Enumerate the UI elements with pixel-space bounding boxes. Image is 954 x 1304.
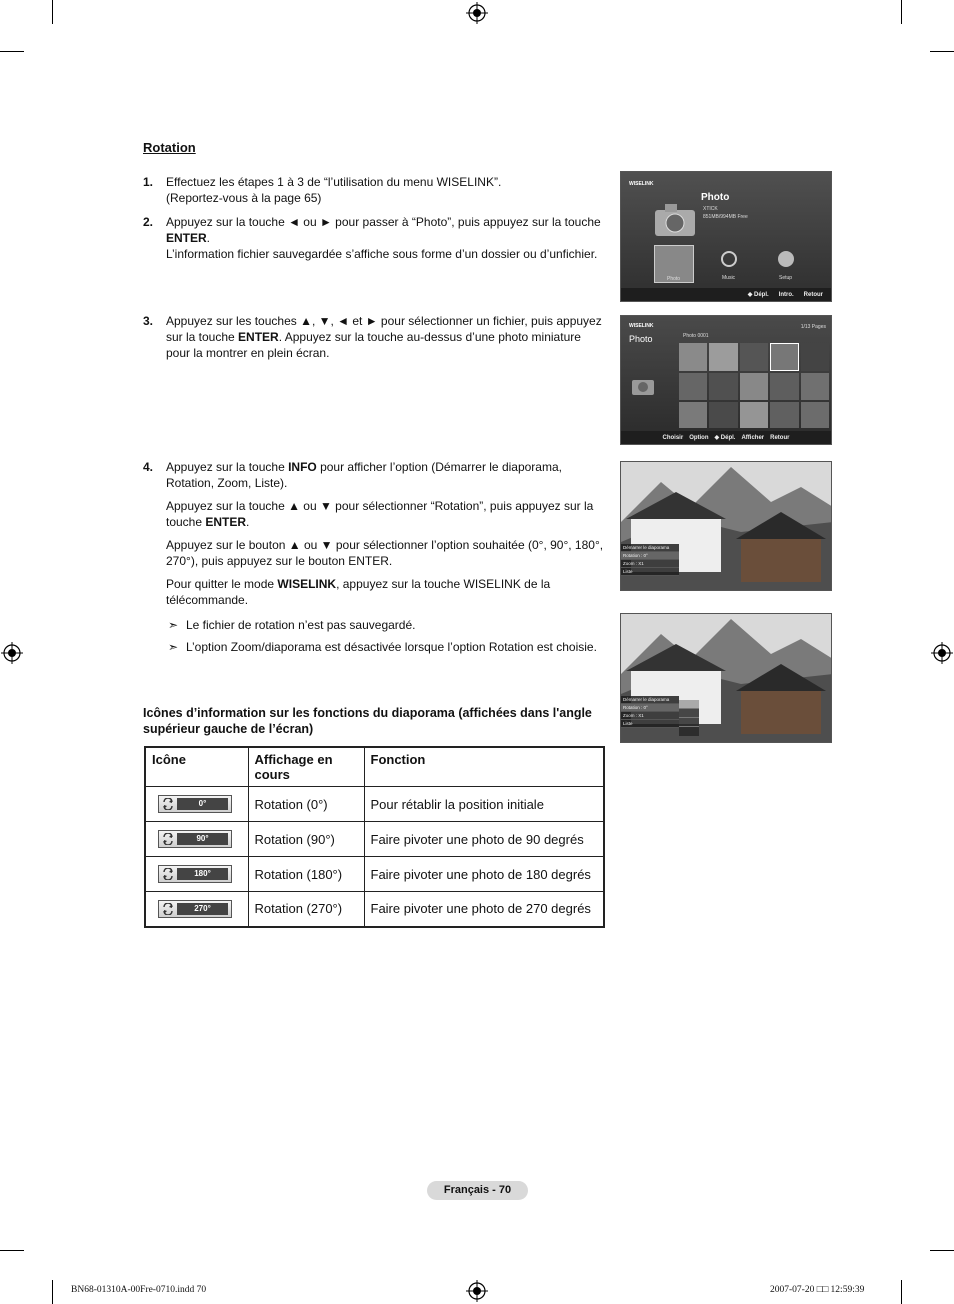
note-arrow-icon: ➣: [168, 618, 179, 632]
thumbnail[interactable]: [709, 402, 737, 428]
thumbnail[interactable]: [770, 402, 798, 428]
registration-mark-icon: [466, 1280, 488, 1302]
wiselink-main-screen: [620, 171, 832, 302]
help-enter: Intro.: [778, 291, 794, 298]
step-text: .: [206, 231, 211, 245]
gear-icon: [778, 251, 794, 267]
thumbnail[interactable]: [801, 343, 829, 371]
step-text: Appuyez sur les touches ▲, ▼, ◄ et ► pour sélectionner un fichier, puis appuyez sur la touche: [166, 314, 602, 344]
rotate-icon: [159, 796, 177, 812]
rotation-icon: [158, 795, 232, 813]
key-wiselink: WISELINK: [277, 577, 337, 591]
osd-item-zoom[interactable]: Zoom : X1: [621, 712, 679, 720]
osd-item-rotation[interactable]: Rotation : 0°: [621, 552, 679, 560]
thumbnail[interactable]: [770, 343, 798, 371]
rotation-icon: [158, 900, 232, 918]
rotation-icon: [158, 865, 232, 883]
crop-mark: [930, 1250, 954, 1251]
help-return: Retour: [770, 434, 790, 441]
degree-label: 0°: [177, 798, 228, 810]
osd-item-slideshow[interactable]: Démarrer le diaporama: [621, 544, 679, 552]
icon-cell: [145, 892, 248, 927]
display-cell: Rotation (180°): [248, 857, 364, 892]
table-row: [145, 857, 604, 892]
note-text: Le fichier de rotation n’est pas sauvegardé.: [186, 618, 416, 632]
step-text: , appuyez sur la touche WISELINK de la télécommande.: [166, 577, 551, 607]
crop-mark: [52, 1280, 53, 1304]
key-enter: ENTER: [238, 330, 279, 344]
icon-cell: [145, 857, 248, 892]
photo-fullscreen-osd: [620, 461, 832, 591]
table-header-row: [145, 747, 604, 787]
wiselink-logo: WISELINK: [629, 323, 654, 329]
screen-help-bar: [621, 431, 831, 444]
screen-title: Photo: [629, 334, 653, 344]
help-view: Afficher: [741, 434, 765, 441]
display-cell: Rotation (0°): [248, 787, 364, 822]
osd-item-list[interactable]: Liste: [621, 720, 679, 728]
print-filename: BN68-01310A-00Fre-0710.indd 70: [71, 1285, 207, 1295]
crop-mark: [901, 0, 902, 24]
icons-heading: Icônes d’information sur les fonctions du diaporama (affichées dans l'angle supérieur gauche de l’écran): [143, 706, 592, 736]
note: [168, 618, 415, 632]
step-text: Pour quitter le mode: [166, 577, 278, 591]
thumbnail[interactable]: [679, 373, 707, 399]
rotation-icon: [158, 830, 232, 848]
thumbnail[interactable]: [740, 343, 768, 371]
help-select: Choisir: [662, 434, 684, 441]
table-header: Affichage en cours: [248, 747, 364, 787]
step-text: pour afficher l’option (Démarrer le diaporama, Rotation, Zoom, Liste).: [166, 460, 562, 490]
thumbnail[interactable]: [709, 343, 737, 371]
step-text: L’information fichier sauvegardée s’affiche sous forme d’un dossier ou d’unfichier.: [166, 247, 598, 261]
help-move: ◆ Dépl.: [747, 292, 769, 298]
note: [168, 640, 597, 654]
step-number: 4.: [143, 460, 154, 474]
step-text: . Appuyez sur la touche au-dessus d’une photo miniature pour la montrer en plein écran.: [166, 330, 581, 360]
crop-mark: [930, 51, 954, 52]
step-text: (Reportez-vous à la page 65): [166, 191, 322, 205]
menu-item-photo[interactable]: [654, 245, 694, 283]
registration-mark-icon: [1, 642, 23, 664]
table-row: [145, 892, 604, 927]
step-number: 2.: [143, 215, 154, 229]
function-cell: Faire pivoter une photo de 180 degrés: [364, 857, 604, 892]
folder-name: Photo 0001: [683, 333, 709, 339]
table-row: [145, 787, 604, 822]
registration-mark-icon: [466, 2, 488, 24]
thumbnail[interactable]: [679, 343, 707, 371]
submenu-option[interactable]: [679, 727, 699, 736]
info-icons-table: [144, 746, 605, 928]
crop-mark: [0, 1250, 24, 1251]
submenu-option[interactable]: [679, 709, 699, 718]
display-cell: Rotation (90°): [248, 822, 364, 857]
step-3: [143, 313, 605, 361]
help-move: ◆ Dépl.: [714, 435, 736, 441]
help-return: Retour: [803, 291, 823, 298]
crop-mark: [52, 0, 53, 24]
info-osd-menu: [621, 544, 679, 576]
degree-label: 90°: [177, 833, 228, 845]
osd-item-zoom[interactable]: Zoom : X1: [621, 560, 679, 568]
step-number: 3.: [143, 314, 154, 328]
thumbnail[interactable]: [770, 373, 798, 399]
rotate-icon: [159, 831, 177, 847]
rotation-submenu: [679, 700, 699, 736]
table-row: [145, 822, 604, 857]
thumbnail[interactable]: [801, 402, 829, 428]
print-timestamp: 2007-07-20 □□ 12:59:39: [770, 1285, 865, 1295]
menu-label: Setup: [779, 275, 793, 281]
device-free-space: 851MB/994MB Free: [703, 214, 748, 220]
step-text: Appuyez sur la touche ◄ ou ► pour passer à “Photo”, puis appuyez sur la touche: [166, 215, 601, 229]
wiselink-logo: WISELINK: [629, 181, 654, 187]
osd-item-rotation[interactable]: Rotation : 0°: [621, 704, 679, 712]
degree-label: 270°: [177, 903, 228, 915]
thumbnail[interactable]: [740, 402, 768, 428]
thumbnail[interactable]: [679, 402, 707, 428]
screen-help-bar: [621, 288, 831, 301]
key-enter: ENTER: [166, 231, 207, 245]
step-text: Appuyez sur le bouton ▲ ou ▼ pour sélectionner l’option souhaitée (0°, 90°, 180°, 270°), puis appuyez sur le bouton ENTER.: [166, 538, 604, 568]
step-1: [143, 174, 605, 206]
table-header: Icône: [145, 747, 248, 787]
step-2: [143, 214, 605, 262]
menu-label: Music: [722, 275, 736, 281]
menu-item-music[interactable]: [709, 245, 749, 283]
degree-label: 180°: [177, 868, 228, 880]
section-title: Rotation: [143, 140, 196, 155]
table-header: Fonction: [364, 747, 604, 787]
osd-item-slideshow[interactable]: Démarrer le diaporama: [621, 696, 679, 704]
menu-item-setup[interactable]: [766, 245, 806, 283]
submenu-option[interactable]: [679, 700, 699, 709]
step-number: 1.: [143, 175, 154, 189]
step-text: Effectuez les étapes 1 à 3 de “l’utilisation du menu WISELINK”.: [166, 175, 502, 189]
step-text: Appuyez sur la touche: [166, 460, 289, 474]
menu-label: Photo: [667, 276, 681, 282]
step-text: .: [246, 515, 250, 529]
page-indicator: 1/13 Pages: [800, 324, 826, 330]
osd-item-list[interactable]: Liste: [621, 568, 679, 576]
function-cell: Faire pivoter une photo de 90 degrés: [364, 822, 604, 857]
step-text: Appuyez sur la touche ▲ ou ▼ pour sélectionner “Rotation”, puis appuyez sur la touche: [166, 499, 594, 529]
icon-cell: [145, 822, 248, 857]
rotate-icon: [159, 866, 177, 882]
crop-mark: [0, 51, 24, 52]
display-cell: Rotation (270°): [248, 892, 364, 927]
key-info: INFO: [288, 460, 317, 474]
photo-rotation-submenu: [620, 613, 832, 743]
icon-cell: [145, 787, 248, 822]
help-option: Option: [689, 434, 709, 441]
key-enter: ENTER: [205, 515, 247, 529]
photo-list-screen: [620, 315, 832, 445]
note-text: L’option Zoom/diaporama est désactivée lorsque l’option Rotation est choisie.: [186, 640, 597, 654]
step-4: [143, 459, 605, 613]
thumbnail-grid: [679, 343, 829, 428]
crop-mark: [901, 1280, 902, 1304]
info-osd-menu: [621, 696, 679, 728]
music-icon: [721, 251, 737, 267]
function-cell: Faire pivoter une photo de 270 degrés: [364, 892, 604, 927]
camera-icon: [651, 200, 699, 240]
thumbnail[interactable]: [709, 373, 737, 399]
note-arrow-icon: ➣: [168, 640, 179, 654]
registration-mark-icon: [931, 642, 953, 664]
screen-title: Photo: [701, 192, 730, 203]
camera-icon: [631, 376, 655, 396]
rotate-icon: [159, 901, 177, 917]
thumbnail[interactable]: [801, 373, 829, 399]
page-number: Français - 70: [427, 1181, 528, 1200]
function-cell: Pour rétablir la position initiale: [364, 787, 604, 822]
submenu-option[interactable]: [679, 718, 699, 727]
device-name: XTICK: [703, 206, 718, 212]
thumbnail[interactable]: [740, 373, 768, 399]
